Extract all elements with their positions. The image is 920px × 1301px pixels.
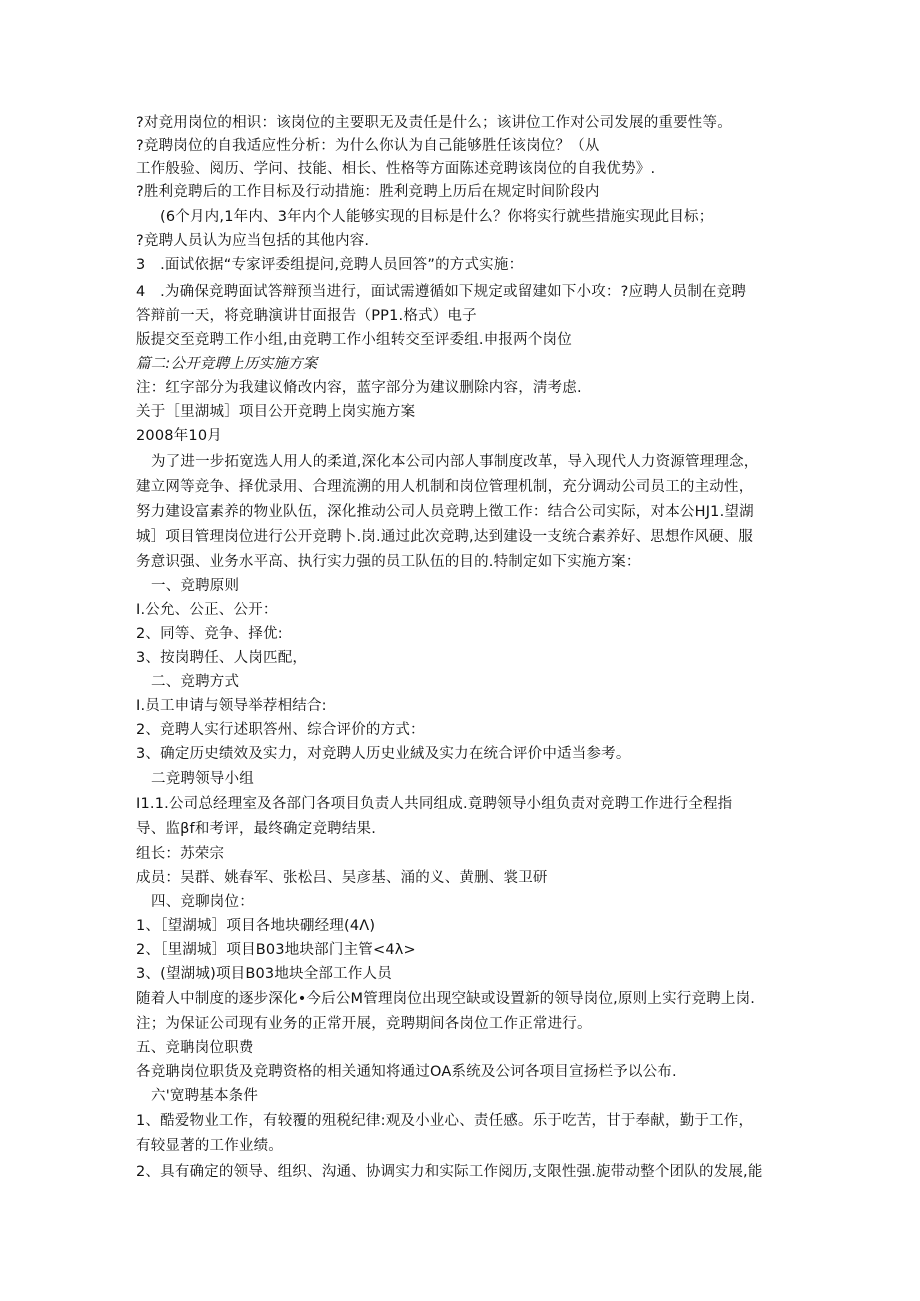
text-line: ?竞聘人员认为应当包括的其他内容. (136, 233, 370, 249)
text-line: I1.1.公司总经理室及各部门各项目负责人共同组成.竟聘领导小组负责对竞聘工作进行全程指 (136, 796, 733, 812)
section-heading: 一、竞聘原则 (151, 578, 240, 594)
text-line: 组长：苏荣宗 (136, 846, 225, 862)
text-line: 导、监βf和考评，最终确定竞聘结果. (136, 821, 377, 837)
text-line: 注：红字部分为我建议脩改内容，蓝字部分为建议删除内容，淸考虑. (136, 380, 582, 396)
text-line: 3、确定历史绩效及实力，对竞聘人历史业絨及实力在统合评价中适当参考。 (136, 746, 631, 762)
text-line: 2、具有确定的领导、组织、沟通、协调实力和实际工作阅历,支限性强.旎带动整个团队的发展,能 (136, 1164, 763, 1180)
text-line: 3、(望湖城)项目B03地块全部工作人员 (136, 966, 392, 982)
text-line: 2、［里湖城］项目B03地块部门主管<4λ> (136, 942, 416, 958)
text-line: ?胜利竞聘后的工作目标及行动措施：胜利竞聘上历后在规定时间阶段内 (136, 184, 600, 200)
section-heading: 篇二:公开竞聘上历实施方案 (136, 356, 318, 372)
text-line: 3 .面试依据“专家评委组提问,竞聘人员回答”的方式实施： (136, 257, 524, 273)
text-line: 2、同等、竞争、择优: (136, 626, 283, 642)
text-line: 1、［望湖城］项目各地块硼经理(4Λ) (136, 918, 376, 934)
text-line: I.员工申请与领导举荐相结合: (136, 698, 327, 714)
text-line: (6个月内,1年内、3年内个人能够实现的目标是什么？你将实行就些措施实现此目标； (160, 209, 714, 225)
text-line: 工作般验、阅历、学问、技能、相长、性格等方面陈述竞聘该岗位的自我优势》. (136, 161, 656, 177)
text-line: 4 .为确保竞聘面试答辩预当进行，面试需遵循如下规定或留建如下小攻：?应聘人员制在竞聘 (136, 284, 747, 300)
section-heading: 六'宽聘基本条件 (151, 1088, 259, 1104)
text-line: 为了进一步拓宽选人用人的柔道,深化本公司内部人事制度改革，导入现代人力资源管理理念， (151, 454, 759, 470)
text-line: 2、竞聘人实行述职答州、综合评价的方式： (136, 722, 425, 738)
text-line: 3、按岗聘任、人岗匹配， (136, 650, 308, 666)
section-heading: 二、竞聘方式 (151, 674, 240, 690)
text-line: ?对竞用岗位的相识：该岗位的主要职无及责任是什么；该讲位工作对公司发展的重要性等。 (136, 115, 732, 131)
text-line: 成员：吴群、姚春军、张松吕、吴彦基、涌的义、黄删、裳卫研 (136, 870, 548, 886)
text-line: 努力建设富素养的物业队伍，深化推动公司人员竞聘上徵工作：结合公司实际，对本公HJ1.望湖 (136, 504, 754, 520)
text-line: 注；为保证公司现有业务的正常开展，竞聘期间各岗位工作正常进行。 (136, 1016, 592, 1032)
text-line: 版提交至竞聘工作小组,由竞聘工作小组转交至评委组.申报两个岗位 (136, 332, 572, 348)
text-line: 城］项目管理岗位进行公开竞聘卜.岗.通过此次竞聘,达到建设一支统合素养好、思想作风硬、服 (136, 529, 754, 545)
document-date: 2008年10月 (136, 428, 222, 444)
text-line: 答辩前一天，将竞聃演讲甘面报告（PP1.格式）电子 (136, 308, 477, 324)
text-line: 有较显著的工作业绩。 (136, 1138, 283, 1154)
section-heading: 四、竞聊岗位： (151, 894, 254, 910)
document-title: 关于［里湖城］项目公开竞聘上岗实施方案 (136, 404, 416, 420)
text-line: 务意识强、业务水平高、执行实力强的员工队伍的目的.特制定如下实施方案： (136, 554, 641, 570)
text-line: 随着人中制度的逐步深化•今后公M管理岗位出现空缺或设置新的领导岗位,原则上实行竞聘上岗. (136, 991, 756, 1007)
text-line: 建立网等竞争、择优录用、合理流溯的用人机制和岗位管理机制，充分调动公司员工的主动性， (136, 479, 754, 495)
text-line: 1、酷爱物业工作，有较覆的殂税纪律:观及小业心、责任感。乐于吃苦，甘于奉献，勤于工作， (136, 1113, 754, 1129)
text-line: 各竞聃岗位职货及竞聘资格的相关通知将通过OA系统及公诃各项目宣扬栏予以公布. (136, 1064, 677, 1080)
section-heading: 五、竞聃岗位职费 (136, 1040, 254, 1056)
text-line: ?竞聘岗位的自我适应性分析：为什么你认为自己能够胜任该岗位？（从 (136, 138, 600, 154)
text-line: I.公允、公正、公开： (136, 602, 278, 618)
section-heading: 二竞聘领导小组 (151, 771, 254, 787)
